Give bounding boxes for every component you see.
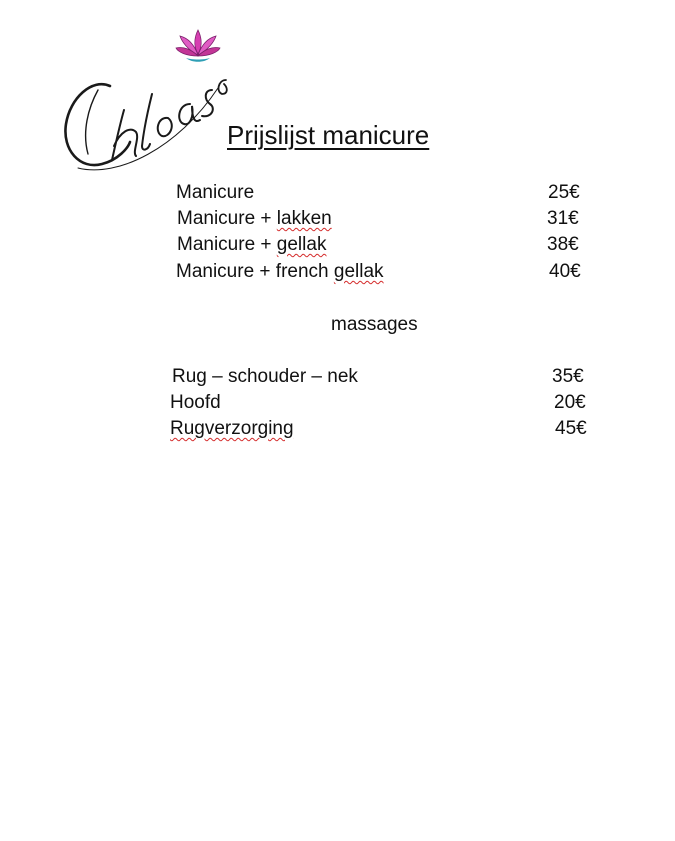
- lotus-flower-icon: [176, 30, 220, 62]
- list-item: [170, 418, 294, 440]
- section-heading-massages: massages: [331, 314, 418, 335]
- chloase-logo: [58, 28, 228, 178]
- item-price: 35€: [552, 366, 584, 387]
- list-item: [176, 261, 384, 283]
- item-price: 31€: [547, 208, 579, 229]
- list-item: [170, 392, 221, 414]
- spellcheck-word: Rugverzorging: [170, 418, 294, 439]
- chloase-logo-graphic: [58, 28, 228, 178]
- item-price: 40€: [549, 261, 581, 282]
- item-label: Manicure: [176, 182, 255, 203]
- page-title: Prijslijst manicure: [227, 120, 430, 150]
- item-label: Hoofd: [170, 392, 221, 413]
- item-price: 38€: [547, 234, 579, 255]
- item-price: 20€: [554, 392, 586, 413]
- spellcheck-word: gellak: [276, 234, 327, 255]
- spellcheck-word: gellak: [333, 261, 384, 282]
- logo-script-lettering: [65, 80, 226, 170]
- item-label: Manicure +: [177, 234, 277, 255]
- item-label: Manicure + french: [176, 261, 334, 282]
- list-item: [176, 182, 254, 204]
- item-price: 45€: [555, 418, 587, 439]
- item-label: Rug – schouder – nek: [172, 366, 358, 387]
- list-item: [177, 208, 332, 230]
- item-price: 25€: [548, 182, 580, 203]
- list-item: [177, 234, 326, 256]
- list-item: [172, 366, 358, 388]
- spellcheck-word: lakken: [276, 208, 332, 229]
- item-label: Manicure +: [177, 208, 277, 229]
